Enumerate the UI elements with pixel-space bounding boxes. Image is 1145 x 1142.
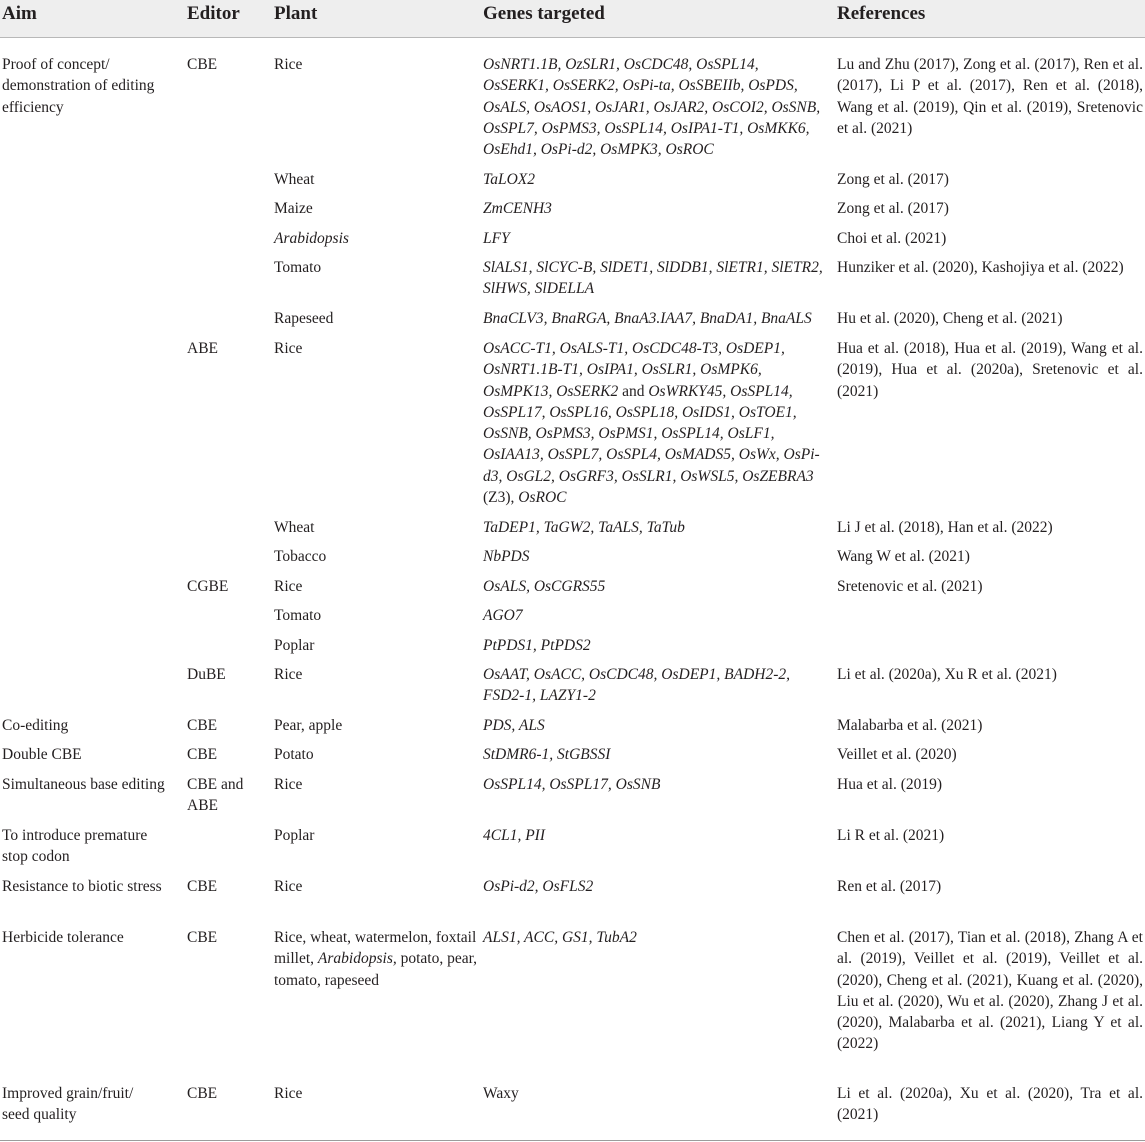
cell-aim: To introduce premature stop codon (2, 827, 148, 866)
cell-aim: Resistance to biotic stress (2, 878, 162, 895)
header-divider (0, 37, 1145, 38)
cell-plant: Potato (274, 746, 314, 763)
cell-plant: Poplar (274, 637, 315, 654)
header-plant: Plant (274, 3, 318, 24)
cell-references: Li et al. (2020a), Xu R et al. (2021) (837, 666, 1057, 683)
cell-genes: ALS1, ACC, GS1, TubA2 (483, 929, 637, 946)
cell-references: Li et al. (2020a), Xu et al. (2020), Tra et al. (2021) (837, 1085, 1143, 1124)
cell-genes: 4CL1, PII (483, 827, 545, 844)
plant-part: Arabidopsis, (317, 950, 397, 968)
cell-aim: Double CBE (2, 746, 82, 763)
cell-editor: CBE (187, 1085, 218, 1102)
cell-references: Zong et al. (2017) (837, 200, 949, 217)
cell-references: Zong et al. (2017) (837, 171, 949, 188)
cell-references: Lu and Zhu (2017), Zong et al. (2017), Ren et al. (2017), Li P et al. (2017), Ren et al. (2018), Wang et al. (2019), Qin et al. (2019), Sretenovic et al. (2021) (837, 56, 1143, 137)
cell-references: Hua et al. (2018), Hua et al. (2019), Wang et al. (2019), Hua et al. (2020a), Sretenovic et al. (2021) (837, 340, 1143, 400)
cell-editor: CBE (187, 746, 218, 763)
cell-references: Wang W et al. (2021) (837, 548, 970, 565)
cell-genes: OsAAT, OsACC, OsCDC48, OsDEP1, BADH2-2, FSD2-1, LAZY1-2 (483, 666, 790, 705)
cell-genes: ZmCENH3 (483, 200, 552, 217)
cell-editor: CBE (187, 929, 218, 946)
cell-plant: Maize (274, 200, 313, 217)
header-references: References (837, 3, 926, 24)
cell-genes: PtPDS1, PtPDS2 (483, 637, 591, 654)
cell-plant: Tomato (274, 607, 322, 624)
cell-plant: Rice (274, 1085, 303, 1102)
genes-part: OsROC (518, 489, 567, 507)
cell-aim: Herbicide tolerance (2, 929, 124, 946)
cell-plant: Rice (274, 340, 303, 357)
cell-aim: Proof of concept/ demonstration of editing efficiency (2, 56, 155, 116)
cell-aim: Simultaneous base editing (2, 776, 165, 793)
cell-plant: Rice (274, 776, 303, 793)
cell-genes: OsSPL14, OsSPL17, OsSNB (483, 776, 661, 793)
genes-part: OsACC-T1, OsALS-T1, OsCDC48-T3, OsDEP1, OsNRT1.1B-T1, OsIPA1, OsSLR1, OsMPK6, OsMPK13, OsSERK2 (483, 340, 785, 400)
cell-genes: AGO7 (483, 607, 523, 624)
header-editor: Editor (187, 3, 240, 24)
cell-references: Hua et al. (2019) (837, 776, 943, 793)
cell-plant: Pear, apple (274, 717, 343, 734)
cell-references: Ren et al. (2017) (837, 878, 942, 895)
cell-plant: Rice (274, 666, 303, 683)
cell-genes: TaLOX2 (483, 171, 535, 188)
genes-part: and (622, 382, 645, 400)
cell-genes: OsPi-d2, OsFLS2 (483, 878, 594, 895)
cell-references: Li R et al. (2021) (837, 827, 945, 844)
cell-genes: PDS, ALS (483, 717, 545, 734)
cell-plant: Arabidopsis (274, 230, 349, 247)
cell-plant: Rice (274, 878, 303, 895)
cell-aim: Co-editing (2, 717, 69, 734)
cell-references: Chen et al. (2017), Tian et al. (2018), Zhang A et al. (2019), Veillet et al. (2019), Veillet et al. (2020), Cheng et al. (2021), Kuang et al. (2020), Liu et al. (2020), Wu et al. (2020), Zhang J et al. (2020), Malabarba et al. (2021), Liang Y et al. (2022) (837, 929, 1143, 1053)
cell-references: Veillet et al. (2020) (837, 746, 957, 763)
header-genes: Genes targeted (483, 3, 605, 24)
cell-genes: OsALS, OsCGRS55 (483, 578, 606, 595)
genes-part: (Z3), (483, 489, 515, 507)
table-bottom-rule (0, 1140, 1145, 1141)
cell-genes: SlALS1, SlCYC-B, SlDET1, SlDDB1, SlETR1, SlETR2, SlHWS, SlDELLA (483, 259, 823, 298)
cell-references: Hunziker et al. (2020), Kashojiya et al. (2022) (837, 259, 1124, 276)
cell-genes: TaDEP1, TaGW2, TaALS, TaTub (483, 519, 685, 536)
cell-plant (274, 927, 479, 991)
cell-editor: ABE (187, 340, 218, 357)
genes-part: OsWRKY45, OsSPL14, OsSPL17, OsSPL16, OsSPL18, OsIDS1, OsTOE1, OsSNB, OsPMS3, OsPMS1, OsSPL14, OsLF1, OsIAA13, OsSPL7, OsSPL4, OsMADS5, OsWx, OsPi-d3, OsGL2, OsGRF3, OsSLR1, OsWSL5, OsZEBRA3 (483, 382, 820, 485)
cell-plant: Tobacco (274, 548, 327, 565)
cell-references: Hu et al. (2020), Cheng et al. (2021) (837, 310, 1063, 327)
cell-genes: LFY (483, 230, 510, 247)
cell-plant: Wheat (274, 171, 315, 188)
cell-editor: CBE and ABE (187, 776, 244, 815)
cell-editor: DuBE (187, 666, 226, 683)
plant-part: potato, pear, tomato, rapeseed (274, 950, 478, 989)
cell-genes (483, 338, 825, 508)
cell-genes: NbPDS (483, 548, 530, 565)
cell-editor: CBE (187, 56, 218, 73)
cell-aim: Improved grain/fruit/ seed quality (2, 1085, 134, 1124)
plant-part: Rice, wheat, watermelon, foxtail millet, (274, 929, 477, 968)
cell-plant: Rapeseed (274, 310, 334, 327)
cell-references: Choi et al. (2021) (837, 230, 947, 247)
cell-references: Sretenovic et al. (2021) (837, 578, 983, 595)
cell-editor: CGBE (187, 578, 229, 595)
cell-plant: Wheat (274, 519, 315, 536)
cell-references: Malabarba et al. (2021) (837, 717, 983, 734)
cell-genes: OsNRT1.1B, OzSLR1, OsCDC48, OsSPL14, OsSERK1, OsSERK2, OsPi-ta, OsSBEIIb, OsPDS, OsALS, OsAOS1, OsJAR1, OsJAR2, OsCOI2, OsSNB, OsSPL7, OsPMS3, OsSPL14, OsIPA1-T1, OsMKK6, OsEhd1, OsPi-d2, OsMPK3, OsROC (483, 56, 821, 159)
header-aim: Aim (2, 3, 37, 24)
cell-genes: BnaCLV3, BnaRGA, BnaA3.IAA7, BnaDA1, BnaALS (483, 310, 812, 327)
cell-plant: Rice (274, 56, 303, 73)
cell-genes: StDMR6-1, StGBSSI (483, 746, 611, 763)
cell-genes: Waxy (483, 1085, 519, 1102)
cell-editor: CBE (187, 717, 218, 734)
cell-plant: Rice (274, 578, 303, 595)
cell-plant: Poplar (274, 827, 315, 844)
cell-plant: Tomato (274, 259, 322, 276)
cell-editor: CBE (187, 878, 218, 895)
cell-references: Li J et al. (2018), Han et al. (2022) (837, 519, 1053, 536)
